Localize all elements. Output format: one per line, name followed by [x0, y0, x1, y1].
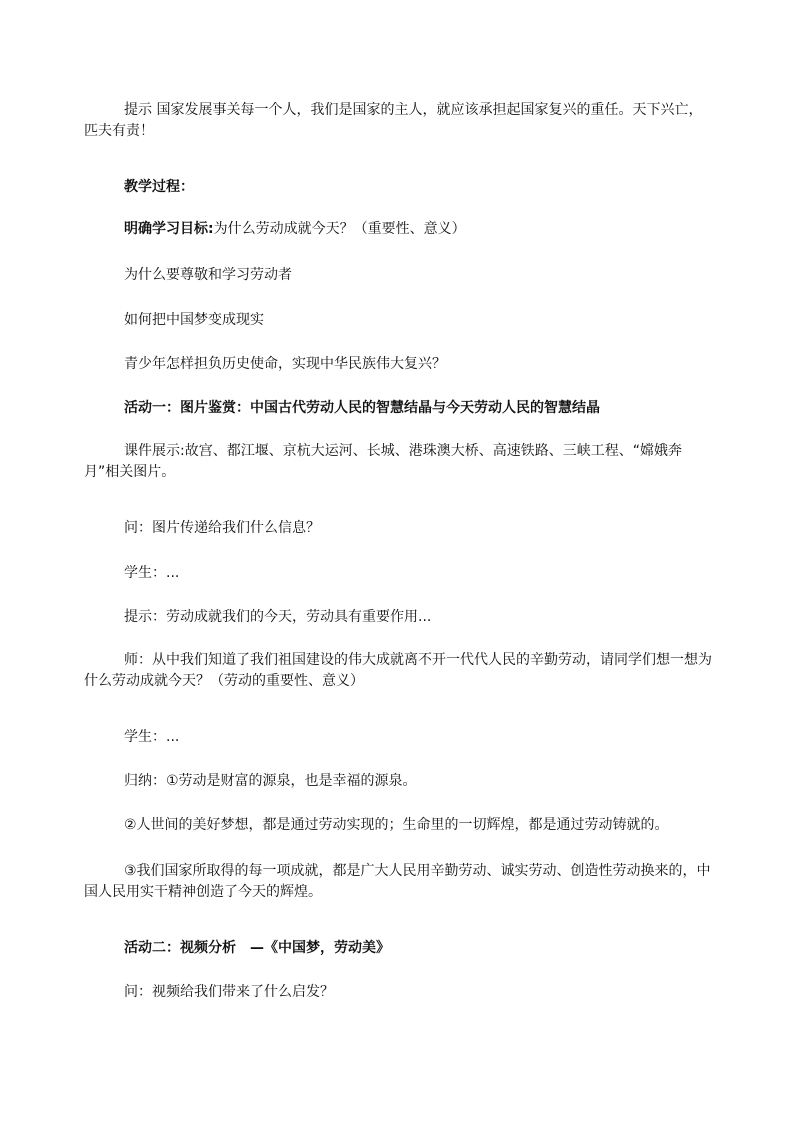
paragraph-goal-youth-mission: 青少年怎样担负历史使命，实现中华民族伟大复兴？	[124, 356, 446, 372]
paragraph-goal-china-dream: 如何把中国梦变成现实	[124, 312, 264, 328]
heading-activity-two: 活动二：视频分析 —《中国梦，劳动美》	[124, 940, 390, 956]
paragraph-hint-labor-role: 提示：劳动成就我们的今天，劳动具有重要作用...	[124, 609, 432, 625]
paragraph-student-answer-1: 学生：...	[124, 565, 180, 581]
paragraph-student-answer-2: 学生：...	[124, 729, 180, 745]
hint-text: 国家发展事关每一个人，我们是国家的主人，就应该承担起国家复兴的重任。天下兴亡，匹夫有责！	[84, 102, 703, 139]
learning-goal-label: 明确学习目标:	[124, 221, 214, 237]
heading-teaching-process: 教学过程：	[124, 179, 194, 195]
learning-goal-text: 为什么劳动成就今天？（重要性、意义）	[213, 221, 466, 237]
paragraph-summary-1: 归纳：①劳动是财富的源泉，也是幸福的源泉。	[124, 773, 417, 789]
paragraph-hint-national-revival	[84, 100, 714, 142]
paragraph-summary-2: ②人世间的美好梦想，都是通过劳动实现的；生命里的一切辉煌，都是通过劳动铸就的。	[124, 817, 669, 833]
paragraph-question-video: 问：视频给我们带来了什么启发？	[124, 984, 334, 1000]
paragraph-learning-goal	[124, 219, 714, 240]
paragraph-question-pictures: 问：图片传递给我们什么信息？	[124, 520, 320, 536]
paragraph-teacher-prompt: 师：从中我们知道了我们祖国建设的伟大成就离不开一代代人民的辛勤劳动，请同学们想一想为什么劳动成就今天？（劳动的重要性、意义）	[84, 652, 712, 689]
paragraph-courseware-display: 课件展示:故宫、都江堰、京杭大运河、长城、港珠澳大桥、高速铁路、三峡工程、“嫦娥奔月”相关图片。	[84, 443, 682, 480]
hint-prefix: 提示	[124, 102, 152, 118]
paragraph-summary-3: ③我们国家所取得的每一项成就，都是广大人民用辛勤劳动、诚实劳动、创造性劳动换来的，中国人民用实干精神创造了今天的辉煌。	[84, 863, 711, 900]
paragraph-goal-respect-workers: 为什么要尊敬和学习劳动者	[124, 267, 292, 283]
heading-activity-one: 活动一：图片鉴赏：中国古代劳动人民的智慧结晶与今天劳动人民的智慧结晶	[124, 400, 600, 416]
